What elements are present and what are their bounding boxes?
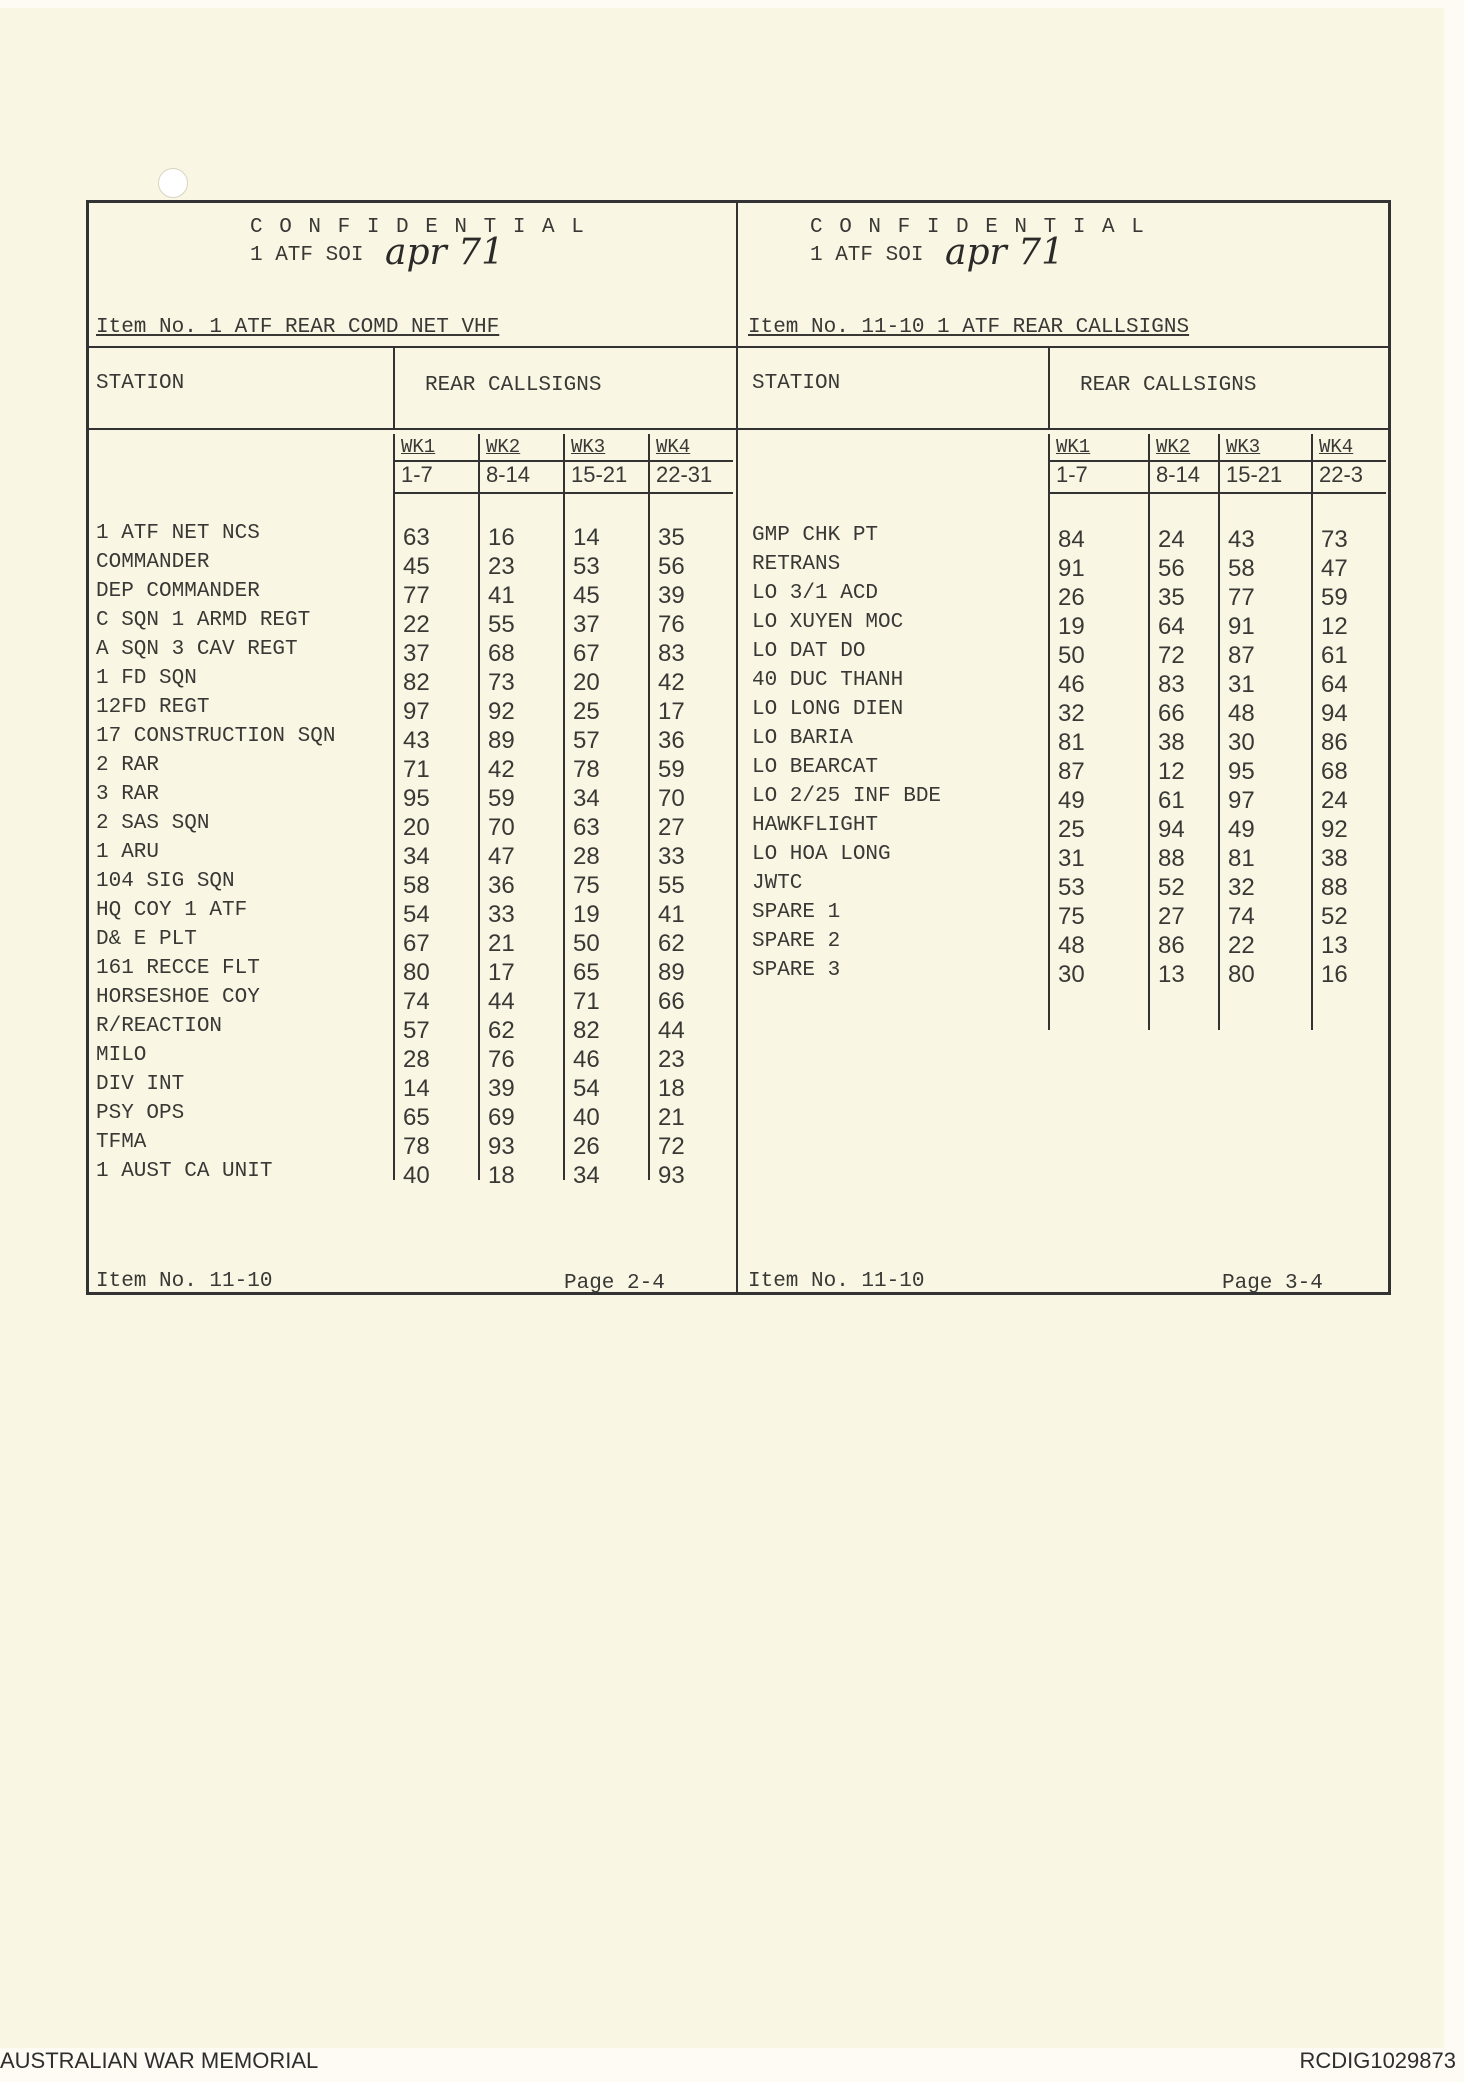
left-callsigns-header: REAR CALLSIGNS <box>425 374 602 397</box>
left-callsign-cell: 55 <box>488 611 515 638</box>
right-station-name: LO DAT DO <box>752 640 866 663</box>
left-callsign-cell: 14 <box>573 524 600 551</box>
right-callsign-cell: 87 <box>1058 758 1085 785</box>
left-callsign-cell: 65 <box>573 959 600 986</box>
left-callsign-cell: 34 <box>573 785 600 812</box>
left-station-name: 12FD REGT <box>96 696 210 719</box>
frame-bottom <box>86 1292 1391 1295</box>
right-callsign-cell: 27 <box>1158 903 1185 930</box>
right-callsign-cell: 92 <box>1321 816 1348 843</box>
right-station-name: SPARE 2 <box>752 930 841 953</box>
right-callsign-cell: 94 <box>1321 700 1348 727</box>
right-station-name: LO XUYEN MOC <box>752 611 904 634</box>
right-station-name: SPARE 1 <box>752 901 841 924</box>
right-week-rule-3 <box>1218 434 1220 1030</box>
left-callsign-cell: 71 <box>573 988 600 1015</box>
archive-credit: AUSTRALIAN WAR MEMORIAL <box>0 2048 319 2073</box>
right-callsign-cell: 53 <box>1058 874 1085 901</box>
left-callsign-cell: 35 <box>658 524 685 551</box>
left-range-rule <box>393 492 733 494</box>
left-footer-item: Item No. 11-10 <box>96 1270 273 1293</box>
left-station-name: 2 SAS SQN <box>96 812 210 835</box>
right-callsign-cell: 12 <box>1158 758 1185 785</box>
left-callsign-cell: 42 <box>658 669 685 696</box>
left-callsign-cell: 40 <box>403 1162 430 1189</box>
right-callsign-cell: 13 <box>1321 932 1348 959</box>
left-station-name: 1 AUST CA UNIT <box>96 1160 273 1183</box>
right-callsign-cell: 87 <box>1228 642 1255 669</box>
left-callsign-cell: 69 <box>488 1104 515 1131</box>
left-week-rule-4 <box>648 434 650 1180</box>
right-callsign-cell: 86 <box>1321 729 1348 756</box>
left-callsign-cell: 93 <box>488 1133 515 1160</box>
right-station-name: LO BARIA <box>752 727 853 750</box>
left-callsign-cell: 26 <box>573 1133 600 1160</box>
left-callsign-cell: 54 <box>403 901 430 928</box>
left-callsign-cell: 37 <box>573 611 600 638</box>
right-station-name: RETRANS <box>752 553 841 576</box>
left-callsign-cell: 43 <box>403 727 430 754</box>
right-callsign-cell: 30 <box>1058 961 1085 988</box>
left-callsign-cell: 45 <box>403 553 430 580</box>
right-callsign-cell: 72 <box>1158 642 1185 669</box>
right-range-label: 15-21 <box>1226 462 1283 487</box>
left-callsign-cell: 47 <box>488 843 515 870</box>
right-station-name: LO HOA LONG <box>752 843 891 866</box>
right-callsign-cell: 86 <box>1158 932 1185 959</box>
left-week-rule-1 <box>393 434 395 1180</box>
right-classification: C O N F I D E N T I A L <box>810 216 1146 239</box>
left-callsign-cell: 22 <box>403 611 430 638</box>
right-footer-page: Page 3-4 <box>1222 1272 1323 1295</box>
right-footer-item: Item No. 11-10 <box>748 1270 925 1293</box>
left-callsign-cell: 59 <box>658 756 685 783</box>
left-callsign-cell: 56 <box>658 553 685 580</box>
right-week-rule-1 <box>1048 434 1050 1030</box>
left-callsign-cell: 44 <box>488 988 515 1015</box>
right-callsign-cell: 73 <box>1321 526 1348 553</box>
frame-right <box>1388 200 1391 1294</box>
left-callsign-cell: 59 <box>488 785 515 812</box>
left-footer-page: Page 2-4 <box>564 1272 665 1295</box>
left-station-name: TFMA <box>96 1131 147 1154</box>
item-rule <box>86 346 1391 348</box>
left-range-label: 1-7 <box>401 462 433 487</box>
right-soi-handwritten: apr 71 <box>945 232 1064 273</box>
right-callsign-cell: 58 <box>1228 555 1255 582</box>
right-callsign-cell: 22 <box>1228 932 1255 959</box>
left-callsign-cell: 44 <box>658 1017 685 1044</box>
left-callsign-cell: 17 <box>658 698 685 725</box>
archive-id: RCDIG1029873 <box>1299 2048 1456 2073</box>
left-callsign-cell: 41 <box>658 901 685 928</box>
frame-middle <box>736 200 738 1294</box>
left-station-name: A SQN 3 CAV REGT <box>96 638 298 661</box>
right-callsign-cell: 46 <box>1058 671 1085 698</box>
right-callsign-cell: 30 <box>1228 729 1255 756</box>
left-callsign-cell: 50 <box>573 930 600 957</box>
left-callsign-cell: 34 <box>403 843 430 870</box>
left-callsign-cell: 63 <box>403 524 430 551</box>
left-callsign-cell: 14 <box>403 1075 430 1102</box>
left-callsign-cell: 70 <box>658 785 685 812</box>
right-item-title: Item No. 11-10 1 ATF REAR CALLSIGNS <box>748 316 1190 339</box>
right-callsign-cell: 94 <box>1158 816 1185 843</box>
left-callsign-cell: 28 <box>403 1046 430 1073</box>
right-callsign-cell: 49 <box>1228 816 1255 843</box>
left-callsign-cell: 62 <box>488 1017 515 1044</box>
left-callsign-cell: 27 <box>658 814 685 841</box>
left-callsign-cell: 72 <box>658 1133 685 1160</box>
right-callsign-cell: 56 <box>1158 555 1185 582</box>
right-callsign-cell: 49 <box>1058 787 1085 814</box>
right-callsign-cell: 48 <box>1228 700 1255 727</box>
left-callsign-cell: 33 <box>488 901 515 928</box>
right-station-header: STATION <box>752 372 841 395</box>
left-callsign-cell: 21 <box>658 1104 685 1131</box>
right-callsign-cell: 95 <box>1228 758 1255 785</box>
right-callsign-cell: 64 <box>1321 671 1348 698</box>
left-callsign-cell: 82 <box>573 1017 600 1044</box>
left-station-name: 2 RAR <box>96 754 160 777</box>
right-week-label: WK1 <box>1056 436 1091 458</box>
left-callsign-cell: 28 <box>573 843 600 870</box>
right-callsign-cell: 75 <box>1058 903 1085 930</box>
left-callsign-cell: 74 <box>403 988 430 1015</box>
left-callsign-cell: 76 <box>488 1046 515 1073</box>
left-week-label: WK2 <box>486 436 521 458</box>
left-callsign-cell: 20 <box>403 814 430 841</box>
left-callsign-cell: 21 <box>488 930 515 957</box>
left-callsign-cell: 37 <box>403 640 430 667</box>
left-station-name: 3 RAR <box>96 783 160 806</box>
right-callsign-cell: 61 <box>1321 642 1348 669</box>
left-callsign-cell: 93 <box>658 1162 685 1189</box>
left-callsign-cell: 36 <box>658 727 685 754</box>
left-callsign-cell: 75 <box>573 872 600 899</box>
left-station-name: COMMANDER <box>96 551 210 574</box>
left-range-label: 15-21 <box>571 462 628 487</box>
left-station-name: DIV INT <box>96 1073 185 1096</box>
left-soi: 1 ATF SOI <box>250 244 364 267</box>
right-callsign-cell: 68 <box>1321 758 1348 785</box>
right-callsign-cell: 32 <box>1228 874 1255 901</box>
right-callsign-cell: 32 <box>1058 700 1085 727</box>
right-station-name: LO 3/1 ACD <box>752 582 879 605</box>
right-callsign-cell: 48 <box>1058 932 1085 959</box>
left-station-name: 17 CONSTRUCTION SQN <box>96 725 336 748</box>
right-callsign-cell: 47 <box>1321 555 1348 582</box>
left-callsign-cell: 76 <box>658 611 685 638</box>
header-rule <box>86 428 1391 430</box>
right-week-label: WK2 <box>1156 436 1191 458</box>
left-station-name: DEP COMMANDER <box>96 580 260 603</box>
left-station-header: STATION <box>96 372 185 395</box>
left-callsign-cell: 23 <box>488 553 515 580</box>
right-callsign-cell: 83 <box>1158 671 1185 698</box>
right-callsign-cell: 19 <box>1058 613 1085 640</box>
right-callsign-cell: 64 <box>1158 613 1185 640</box>
left-callsign-cell: 53 <box>573 553 600 580</box>
right-callsign-cell: 35 <box>1158 584 1185 611</box>
left-callsign-cell: 39 <box>658 582 685 609</box>
right-callsign-cell: 50 <box>1058 642 1085 669</box>
left-callsign-cell: 83 <box>658 640 685 667</box>
left-week-rule-3 <box>563 434 565 1180</box>
left-range-label: 22-31 <box>656 462 713 487</box>
right-range-rule <box>1048 492 1386 494</box>
right-callsign-cell: 13 <box>1158 961 1185 988</box>
punch-hole <box>158 168 188 198</box>
left-callsign-cell: 80 <box>403 959 430 986</box>
left-week-label: WK4 <box>656 436 691 458</box>
right-station-name: GMP CHK PT <box>752 524 879 547</box>
right-callsigns-divider <box>1048 346 1050 428</box>
right-station-name: JWTC <box>752 872 803 895</box>
right-week-rule-4 <box>1311 434 1313 1030</box>
right-callsign-cell: 52 <box>1158 874 1185 901</box>
right-week-label: WK4 <box>1319 436 1354 458</box>
right-callsign-cell: 61 <box>1158 787 1185 814</box>
right-callsign-cell: 66 <box>1158 700 1185 727</box>
left-callsign-cell: 82 <box>403 669 430 696</box>
left-callsign-cell: 16 <box>488 524 515 551</box>
left-station-name: HORSESHOE COY <box>96 986 260 1009</box>
left-callsign-cell: 62 <box>658 930 685 957</box>
right-station-name: LO 2/25 INF BDE <box>752 785 942 808</box>
left-callsign-cell: 25 <box>573 698 600 725</box>
right-station-name: HAWKFLIGHT <box>752 814 879 837</box>
right-station-name: LO BEARCAT <box>752 756 879 779</box>
left-item-title: Item No. 1 ATF REAR COMD NET VHF <box>96 316 500 339</box>
left-callsign-cell: 42 <box>488 756 515 783</box>
right-callsigns-header: REAR CALLSIGNS <box>1080 374 1257 397</box>
right-callsign-cell: 38 <box>1321 845 1348 872</box>
right-callsign-cell: 91 <box>1058 555 1085 582</box>
left-callsign-cell: 33 <box>658 843 685 870</box>
right-callsign-cell: 43 <box>1228 526 1255 553</box>
left-station-name: HQ COY 1 ATF <box>96 899 248 922</box>
right-station-name: LO LONG DIEN <box>752 698 904 721</box>
left-callsign-cell: 70 <box>488 814 515 841</box>
left-station-name: R/REACTION <box>96 1015 223 1038</box>
left-station-name: 104 SIG SQN <box>96 870 235 893</box>
left-callsign-cell: 92 <box>488 698 515 725</box>
left-week-rule-2 <box>478 434 480 1180</box>
right-callsign-cell: 80 <box>1228 961 1255 988</box>
right-callsign-cell: 59 <box>1321 584 1348 611</box>
left-callsign-cell: 23 <box>658 1046 685 1073</box>
left-callsign-cell: 54 <box>573 1075 600 1102</box>
right-soi: 1 ATF SOI <box>810 244 924 267</box>
left-station-name: C SQN 1 ARMD REGT <box>96 609 311 632</box>
left-callsign-cell: 89 <box>488 727 515 754</box>
right-range-label: 22-3 <box>1319 462 1364 487</box>
left-callsign-cell: 78 <box>403 1133 430 1160</box>
left-callsign-cell: 45 <box>573 582 600 609</box>
right-callsign-cell: 88 <box>1321 874 1348 901</box>
left-callsign-cell: 41 <box>488 582 515 609</box>
frame-top <box>86 200 1391 203</box>
left-soi-handwritten: apr 71 <box>385 232 504 273</box>
left-station-name: PSY OPS <box>96 1102 185 1125</box>
right-callsign-cell: 77 <box>1228 584 1255 611</box>
right-callsign-cell: 97 <box>1228 787 1255 814</box>
left-callsign-cell: 55 <box>658 872 685 899</box>
left-callsign-cell: 67 <box>403 930 430 957</box>
right-callsign-cell: 24 <box>1158 526 1185 553</box>
left-callsign-cell: 65 <box>403 1104 430 1131</box>
left-callsigns-divider <box>393 346 395 428</box>
left-callsign-cell: 34 <box>573 1162 600 1189</box>
left-station-name: D& E PLT <box>96 928 197 951</box>
left-station-name: 1 FD SQN <box>96 667 197 690</box>
left-classification: C O N F I D E N T I A L <box>250 216 586 239</box>
left-station-name: 161 RECCE FLT <box>96 957 260 980</box>
right-range-label: 8-14 <box>1156 462 1201 487</box>
left-callsign-cell: 77 <box>403 582 430 609</box>
left-station-name: 1 ARU <box>96 841 160 864</box>
left-callsign-cell: 73 <box>488 669 515 696</box>
left-callsign-cell: 39 <box>488 1075 515 1102</box>
left-callsign-cell: 40 <box>573 1104 600 1131</box>
left-callsign-cell: 66 <box>658 988 685 1015</box>
right-callsign-cell: 31 <box>1058 845 1085 872</box>
left-callsign-cell: 46 <box>573 1046 600 1073</box>
left-callsign-cell: 78 <box>573 756 600 783</box>
left-callsign-cell: 63 <box>573 814 600 841</box>
left-callsign-cell: 36 <box>488 872 515 899</box>
right-station-name: 40 DUC THANH <box>752 669 904 692</box>
right-week-label: WK3 <box>1226 436 1261 458</box>
left-callsign-cell: 57 <box>403 1017 430 1044</box>
right-callsign-cell: 81 <box>1228 845 1255 872</box>
left-callsign-cell: 20 <box>573 669 600 696</box>
right-station-name: SPARE 3 <box>752 959 841 982</box>
left-week-label: WK3 <box>571 436 606 458</box>
left-callsign-cell: 18 <box>488 1162 515 1189</box>
right-week-rule-2 <box>1148 434 1150 1030</box>
left-callsign-cell: 17 <box>488 959 515 986</box>
left-station-name: 1 ATF NET NCS <box>96 522 260 545</box>
left-callsign-cell: 68 <box>488 640 515 667</box>
right-callsign-cell: 81 <box>1058 729 1085 756</box>
right-callsign-cell: 25 <box>1058 816 1085 843</box>
left-callsign-cell: 97 <box>403 698 430 725</box>
left-callsign-cell: 57 <box>573 727 600 754</box>
left-callsign-cell: 67 <box>573 640 600 667</box>
right-callsign-cell: 12 <box>1321 613 1348 640</box>
right-callsign-cell: 38 <box>1158 729 1185 756</box>
left-range-label: 8-14 <box>486 462 531 487</box>
right-callsign-cell: 16 <box>1321 961 1348 988</box>
right-callsign-cell: 24 <box>1321 787 1348 814</box>
left-callsign-cell: 58 <box>403 872 430 899</box>
left-callsign-cell: 89 <box>658 959 685 986</box>
left-callsign-cell: 19 <box>573 901 600 928</box>
right-range-label: 1-7 <box>1056 462 1088 487</box>
right-callsign-cell: 26 <box>1058 584 1085 611</box>
frame-left <box>86 200 89 1294</box>
left-callsign-cell: 18 <box>658 1075 685 1102</box>
left-callsign-cell: 95 <box>403 785 430 812</box>
right-callsign-cell: 91 <box>1228 613 1255 640</box>
right-callsign-cell: 84 <box>1058 526 1085 553</box>
right-callsign-cell: 31 <box>1228 671 1255 698</box>
right-callsign-cell: 74 <box>1228 903 1255 930</box>
right-callsign-cell: 52 <box>1321 903 1348 930</box>
right-callsign-cell: 88 <box>1158 845 1185 872</box>
left-week-label: WK1 <box>401 436 436 458</box>
left-callsign-cell: 71 <box>403 756 430 783</box>
left-station-name: MILO <box>96 1044 147 1067</box>
